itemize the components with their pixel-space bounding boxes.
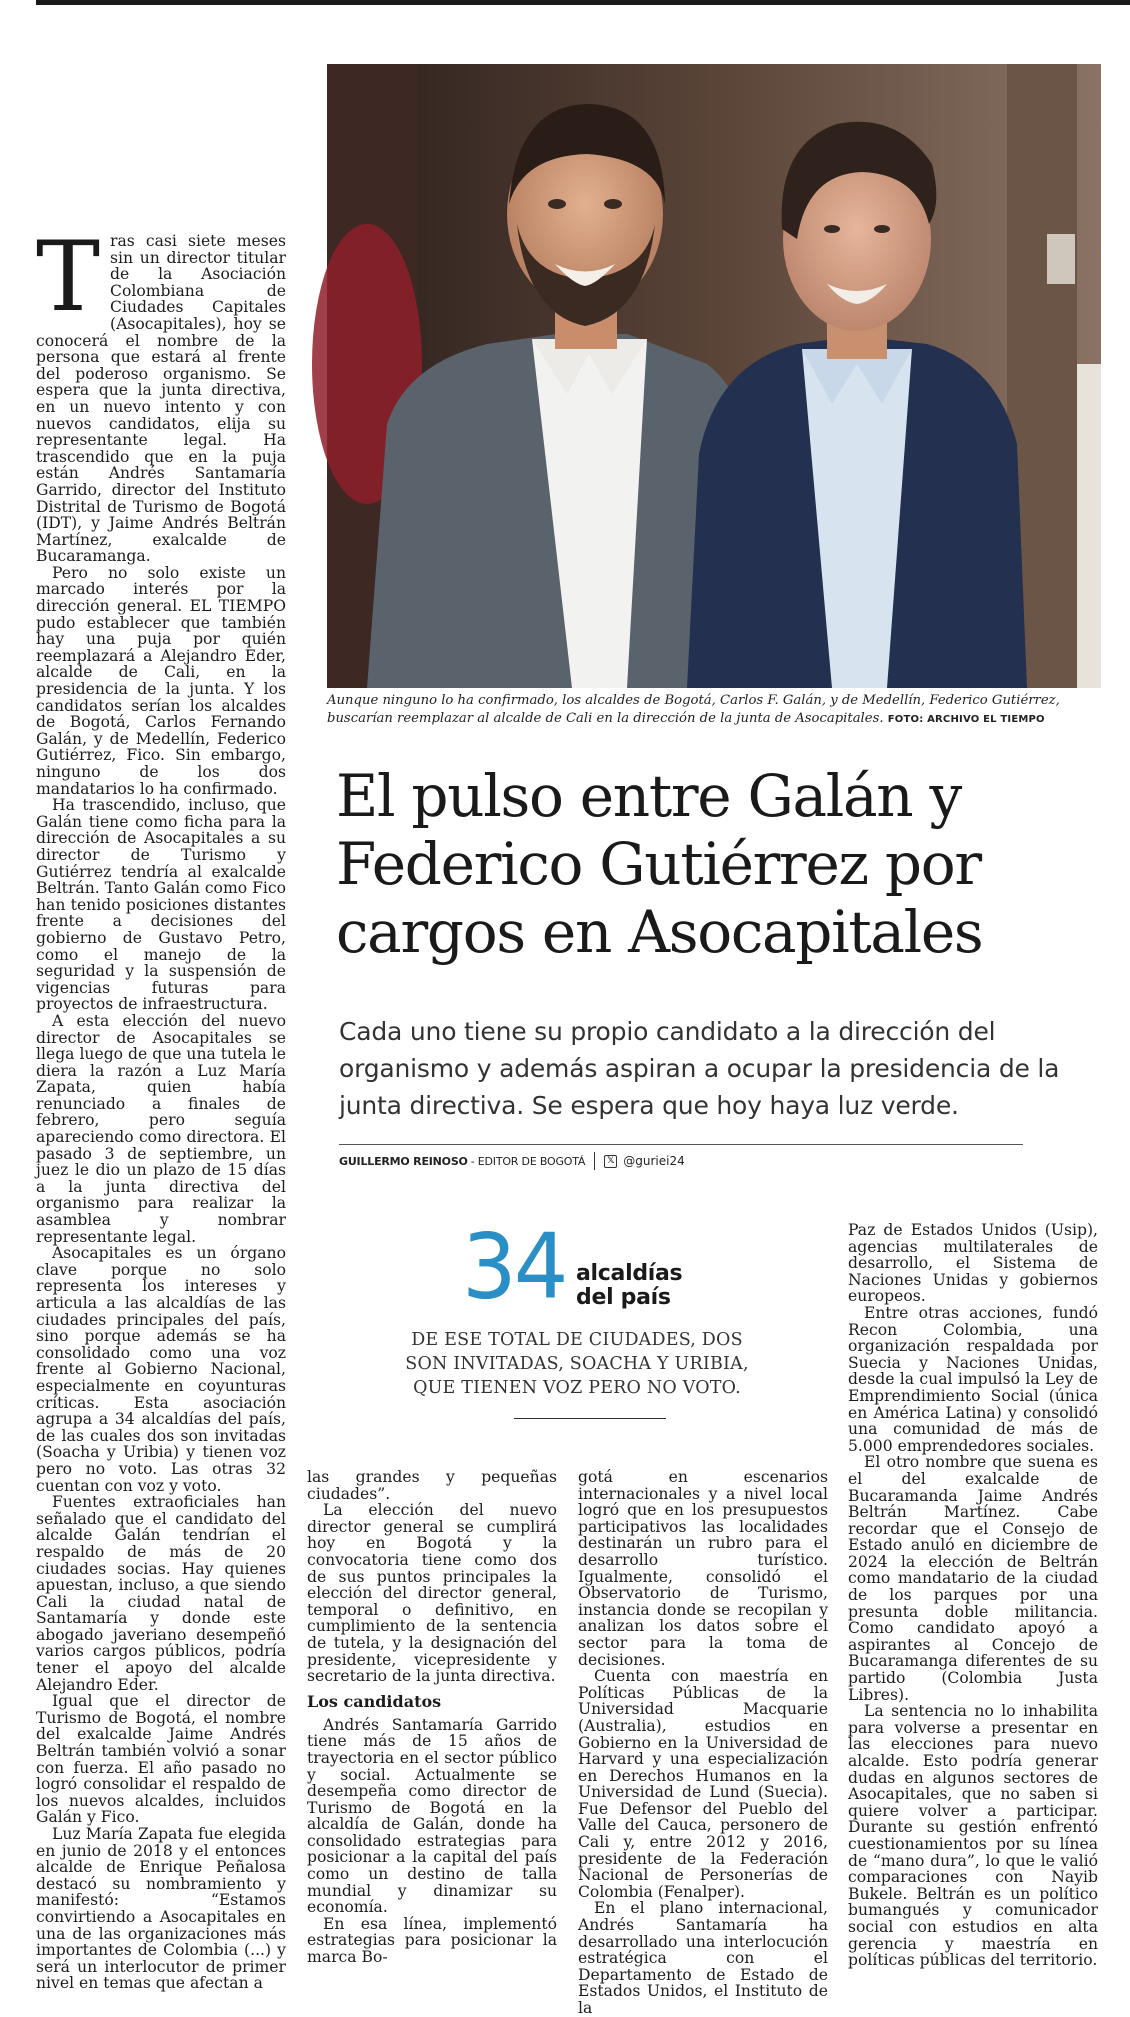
- paragraph: gotá en escenarios internacionales y a nivel local logró que en los presupuestos participativos las localidades destinarán un rubro para el desarrollo turístico. Igualmente, consolidó el Observatorio de Turismo, instancia donde se recopilan y analizan los datos sobre el sector para la toma de decisiones.: [578, 1468, 828, 1669]
- stat-description: DE ESE TOTAL DE CIUDADES, DOS SON INVITADAS, SOACHA Y URIBIA, QUE TIENEN VOZ PERO NO VOTO.: [405, 1330, 749, 1398]
- top-rule: [36, 0, 1130, 5]
- stat-rule: [514, 1418, 666, 1419]
- stat-number: 34: [462, 1214, 566, 1320]
- article-column-4: [848, 1222, 1098, 1969]
- paragraph: La sentencia no lo inhabilita para volverse a presentar en las elecciones para nuevo alcalde. Esto podría generar dudas en algunos sectores de Asocapitales, que no saben si quiere volver a participar. Durante su gestión enfrentó cuestionamientos por su línea de “mano dura”, lo que le valió comparaciones con Nayib Bukele. Beltrán es un político bumangués y comunicador social con estudios en alta gerencia y maestría en políticas públicas del territorio.: [848, 1702, 1098, 1970]
- deck: Cada uno tiene su propio candidato a la dirección del organismo y además aspiran a ocupar la presidencia de la junta directiva. Se espera que hoy haya luz verde.: [339, 1017, 1060, 1120]
- caption-text: Aunque ninguno lo ha confirmado, los alcaldes de Bogotá, Carlos F. Galán, y de Medellín, Federico Gutiérrez, buscarían reemplazar al alcalde de Cali en la dirección de la junta de Asocapitales.: [327, 693, 1060, 726]
- x-icon: 𝕏: [604, 1155, 617, 1168]
- paragraph: Ha trascendido, incluso, que Galán tiene como ficha para la dirección de Asocapitales a su director de Turismo y Gutiérrez tendría al exalcalde Beltrán. Tanto Galán como Fico han tenido posiciones distantes frente a decisiones del gobierno de Gustavo Petro, como el manejo de la seguridad y la suspensión de vigencias futuras para proyectos de infraestructura.: [36, 796, 287, 1014]
- article-photo: [327, 64, 1101, 688]
- paragraph: Pero no solo existe un marcado interés por la dirección general. EL TIEMPO pudo establecer que también hay una puja por quién reemplazará a Alejandro Eder, alcalde de Cali, en la presidencia de la junta. Y los candidatos serían los alcaldes de Bogotá, Carlos Fernando Galán, y de Medellín, Federico Gutiérrez, Fico. Sin embargo, ninguno de los dos mandatarios lo ha confirmado.: [36, 563, 286, 798]
- paragraph: Andrés Santamaría Garrido tiene más de 15 años de trayectoria en el sector público y social. Actualmente se desempeña como director de Turismo de Bogotá en la alcaldía de Galán, donde ha consolidado estrategias para posicionar a la capital del país como un destino de talla mundial y dinamizar su economía.: [307, 1715, 557, 1917]
- article-column-2: [307, 1469, 557, 1969]
- article-column-1: [36, 221, 287, 1993]
- article-column-3: [578, 1468, 828, 2017]
- photo-two-men-icon: [327, 64, 1101, 688]
- byline-handle: @guriei24: [623, 1154, 685, 1168]
- paragraph: las grandes y pequeñas ciudades”.: [307, 1468, 557, 1503]
- paragraph: Cuenta con maestría en Políticas Públicas de la Universidad Macquarie (Australia), estudios en Gobierno en la Universidad de Harvard y una especialización en Derechos Humanos en la Universidad de Lund (Suecia). Fue Defensor del Pueblo del Valle del Cauca, personero de Cali y, entre 2012 y 2016, presidente de la Federación Nacional de Personerías de Colombia (Fenalper).: [578, 1667, 828, 1901]
- byline-rule: [339, 1144, 1023, 1145]
- paragraph: En esa línea, implementó estrategias para posicionar la marca Bo-: [307, 1914, 557, 1967]
- stat-label: alcaldías del país: [576, 1261, 683, 1310]
- paragraph: ras casi siete meses sin un director titular de la Asociación Colombiana de Ciudades Capitales (Asocapitales), hoy se conocerá el nombre de la persona que estará al frente del poderoso organismo. Se espera que la junta directiva, en un nuevo intento y con nuevos candidatos, elija su representante legal. Ha trascendido que en la puja están Andrés Santamaría Garrido, director del Instituto Distrital de Turismo de Bogotá (IDT), y Jaime Andrés Beltrán Martínez, exalcalde de Bucaramanga.: [36, 232, 286, 566]
- subhead: Los candidatos: [307, 1691, 442, 1711]
- paragraph: Entre otras acciones, fundó Recon Colombia, una organización respaldada por Suecia y Naciones Unidas, desde la cual impulsó la Ley de Emprendimiento Social (única en América Latina) y consolidó una comunidad de más de 5.000 emprendedores sociales.: [848, 1303, 1098, 1455]
- byline: [339, 1150, 685, 1172]
- byline-role: - EDITOR DE BOGOTÁ: [470, 1154, 586, 1168]
- stat-callout: [392, 1214, 762, 1422]
- paragraph: Asocapitales es un órgano clave porque no solo representa los intereses y articula a las alcaldías de las ciudades principales del país, sino porque además se ha consolidado como una voz frente al Gobierno Nacional, especialmente en coyunturas críticas. Esta asociación agrupa a 34 alcaldías del país, de las cuales dos son invitadas (Soacha y Uribia) y tienen voz pero no voto. Las otras 32 cuentan con voz y voto.: [36, 1244, 286, 1495]
- byline-author: GUILLERMO REINOSO: [339, 1154, 468, 1168]
- paragraph: La elección del nuevo director general se cumplirá hoy en Bogotá y la convocatoria tiene como dos de sus puntos principales la elección del director general, temporal o definitivo, en cumplimiento de la sentencia de tutela, y la designación del presidente, vicepresidente y secretario de la junta directiva.: [307, 1501, 557, 1686]
- headline: El pulso entre Galán y Federico Gutiérrez por cargos en Asocapitales: [336, 762, 983, 966]
- paragraph: Fuentes extraoficiales han señalado que el candidato del alcalde Galán tendrían el respaldo de más de 20 ciudades socias. Hay quienes apuestan, incluso, a que siendo Cali la ciudad natal de Santamaría y donde este abogado javeriano desempeñó varios cargos públicos, podría tener el apoyo del alcalde Alejandro Eder.: [36, 1493, 286, 1694]
- paragraph: En el plano internacional, Andrés Santamaría ha desarrollado una interlocución estratégica con el Departamento de Estado de Estados Unidos, el Instituto de la: [578, 1899, 828, 2017]
- paragraph: Igual que el director de Turismo de Bogotá, el nombre del exalcalde Jaime Andrés Beltrán también volvió a sonar con fuerza. El año pasado no logró consolidar el respaldo de los nuevos alcaldes, incluidos Galán y Fico.: [36, 1692, 286, 1827]
- paragraph: El otro nombre que suena es el del exalcalde de Bucaramanda Jaime Andrés Beltrán Martínez. Cabe recordar que el Consejo de Estado anuló en diciembre de 2024 la elección de Beltrán como mandatario de la ciudad de los parques por una presunta doble militancia. Como candidato apoyó a aspirantes al Concejo de Bucaramanga diferentes de su partido (Colombia Justa Libres).: [848, 1453, 1098, 1704]
- paragraph: A esta elección del nuevo director de Asocapitales se llega luego de que una tutela le diera la razón a Luz María Zapata, quien había renunciado a finales de febrero, pero seguía apareciendo como directora. El pasado 3 de septiembre, un juez le dio un plazo de 15 días a la junta directiva del organismo para realizar la asamblea y nombrar representante legal.: [36, 1011, 287, 1246]
- byline-separator: [594, 1152, 595, 1170]
- paragraph: Luz María Zapata fue elegida en junio de 2018 y el entonces alcalde de Enrique Peñalosa destacó su nombramiento y manifestó: “Estamos convirtiendo a Asocapitales en una de las organizaciones más importantes de Colombia (...) y será un interlocutor de primer nivel en temas que afectan a: [36, 1825, 286, 1993]
- dropcap: T: [36, 221, 101, 333]
- photo-caption: [327, 692, 1117, 729]
- paragraph: Paz de Estados Unidos (Usip), agencias multilaterales de desarrollo, el Sistema de Naciones Unidas y gobiernos europeos.: [848, 1221, 1098, 1306]
- photo-credit: FOTO: ARCHIVO EL TIEMPO: [887, 714, 1045, 725]
